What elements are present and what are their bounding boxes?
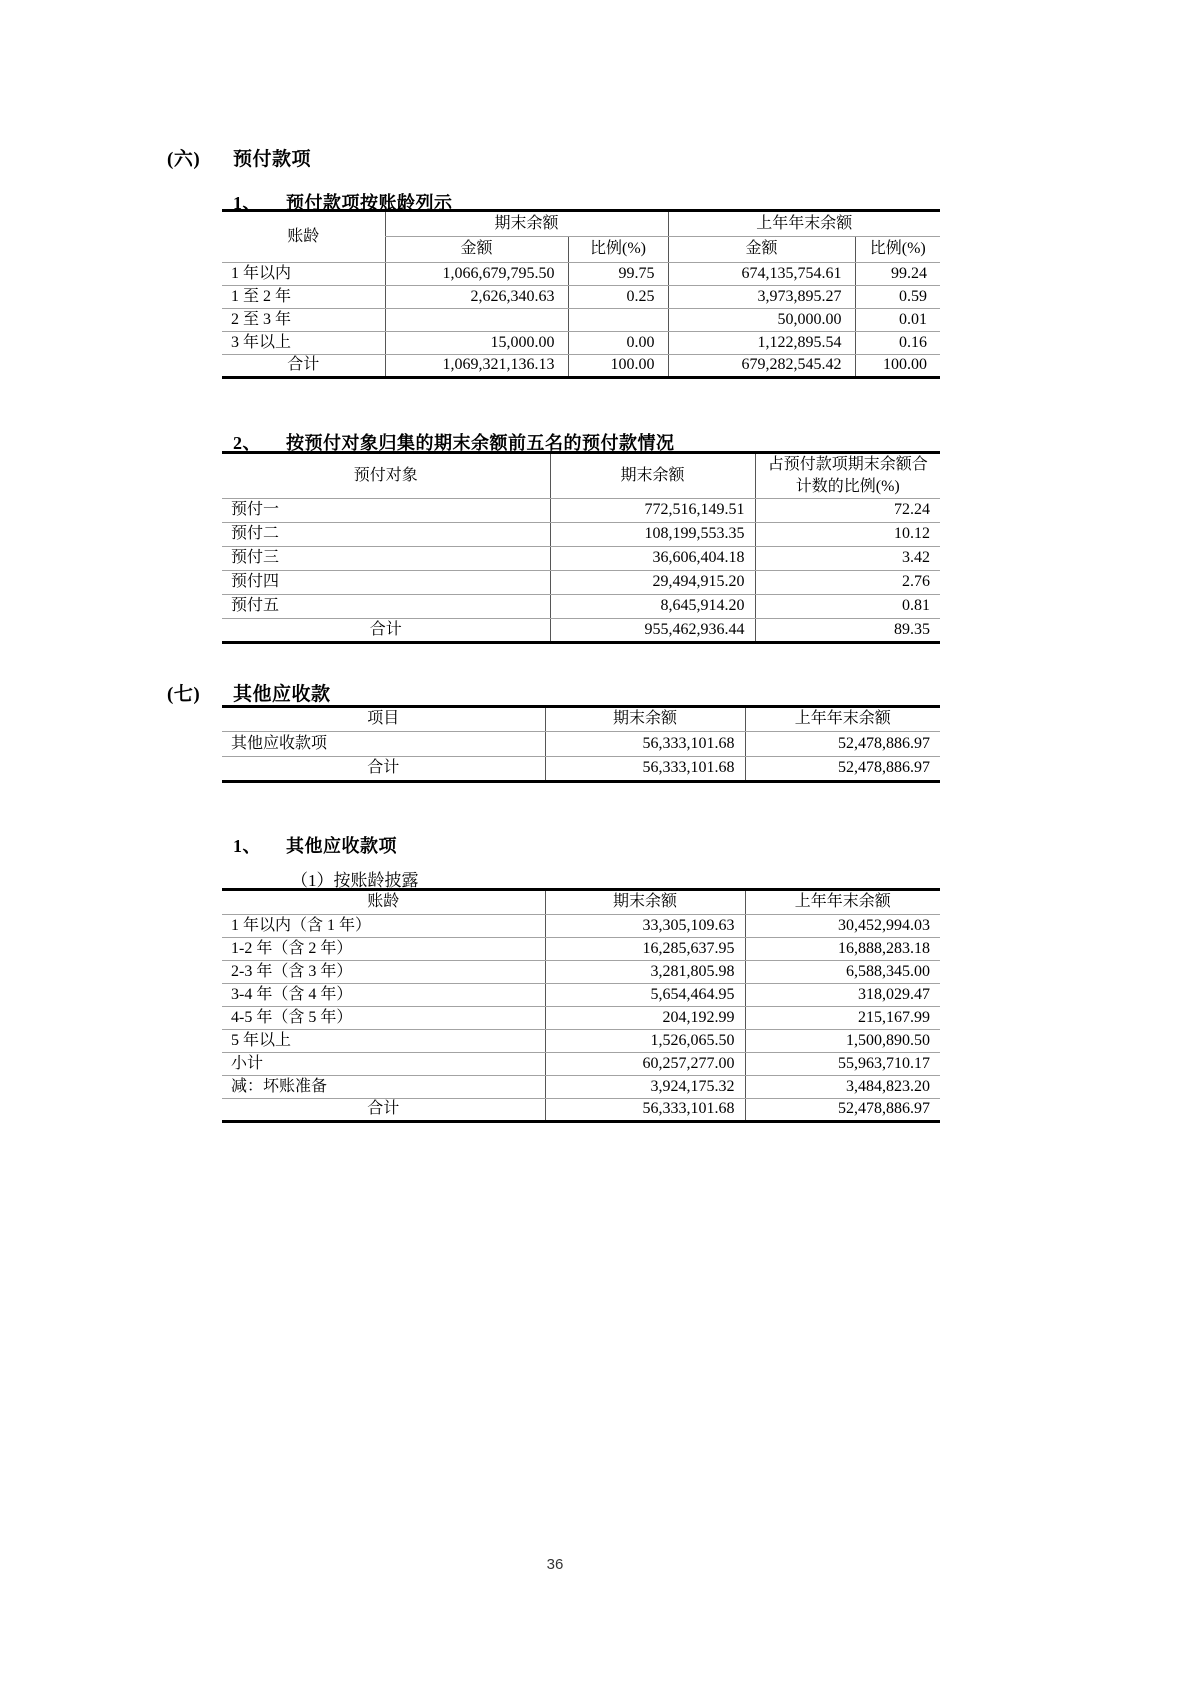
table-row <box>222 263 940 286</box>
header-prior-year-end-balance: 上年年末余额 <box>745 890 940 915</box>
table-header-row <box>222 211 940 237</box>
cell-amount: 772,516,149.51 <box>550 499 755 523</box>
section-6-number: (六) <box>167 149 201 170</box>
other-receivables-aging-table <box>222 888 940 1123</box>
cell-total-label: 合计 <box>367 1100 400 1118</box>
cell-ratio: 89.35 <box>755 619 940 643</box>
cell-ratio <box>568 309 668 332</box>
cell-amount: 3,924,175.32 <box>545 1076 745 1099</box>
subsection-other-receivables-heading <box>233 832 397 858</box>
cell-target-label: 预付五 <box>222 595 550 619</box>
table-row <box>222 938 940 961</box>
table-row <box>222 732 940 757</box>
table-row <box>222 1053 940 1076</box>
table-total-row <box>222 619 940 643</box>
cell-ratio: 100.00 <box>568 355 668 378</box>
top-five-prepayments-table <box>222 451 940 644</box>
cell-amount: 3,484,823.20 <box>745 1076 940 1099</box>
cell-aging-label: 2-3 年（含 3 年） <box>222 961 545 984</box>
prepayments-aging-table <box>222 209 940 379</box>
subsection-2-title: 按预付对象归集的期末余额前五名的预付款情况 <box>286 433 675 453</box>
table-total-row <box>222 757 940 782</box>
cell-amount: 50,000.00 <box>668 309 855 332</box>
cell-amount: 16,888,283.18 <box>745 938 940 961</box>
cell-ratio: 0.16 <box>855 332 940 355</box>
table-row <box>222 1076 940 1099</box>
cell-ratio: 99.75 <box>568 263 668 286</box>
cell-amount: 30,452,994.03 <box>745 915 940 938</box>
cell-ratio: 0.59 <box>855 286 940 309</box>
section-7-heading <box>167 679 331 706</box>
table-row <box>222 915 940 938</box>
cell-aging-label: 3-4 年（含 4 年） <box>222 984 545 1007</box>
header-ratio-line2: 计数的比例(%) <box>795 478 900 495</box>
table-header-row <box>222 707 940 732</box>
header-item: 项目 <box>222 707 545 732</box>
table-header-row <box>222 453 940 499</box>
cell-amount: 8,645,914.20 <box>550 595 755 619</box>
header-amount: 金额 <box>668 237 855 263</box>
cell-amount: 215,167.99 <box>745 1007 940 1030</box>
cell-aging-label: 2 至 3 年 <box>222 309 385 332</box>
cell-ratio: 10.12 <box>755 523 940 547</box>
cell-ratio: 0.00 <box>568 332 668 355</box>
cell-amount: 33,305,109.63 <box>545 915 745 938</box>
cell-aging-label: 1 年以内 <box>222 263 385 286</box>
table-row <box>222 547 940 571</box>
aging-disclosure-heading: （1）按账龄披露 <box>291 871 419 890</box>
cell-amount: 1,122,895.54 <box>668 332 855 355</box>
cell-amount: 5,654,464.95 <box>545 984 745 1007</box>
cell-total-label: 合计 <box>369 620 402 638</box>
subsection-number: 1、 <box>233 836 261 856</box>
cell-amount: 6,588,345.00 <box>745 961 940 984</box>
page-number: 36 <box>546 1556 564 1573</box>
table-row <box>222 309 940 332</box>
cell-amount: 60,257,277.00 <box>545 1053 745 1076</box>
cell-amount: 679,282,545.42 <box>668 355 855 378</box>
cell-amount: 318,029.47 <box>745 984 940 1007</box>
cell-amount: 52,478,886.97 <box>745 757 940 782</box>
header-period-end-balance: 期末余额 <box>545 890 745 915</box>
cell-ratio: 0.25 <box>568 286 668 309</box>
table-row <box>222 571 940 595</box>
cell-amount: 55,963,710.17 <box>745 1053 940 1076</box>
cell-aging-label: 4-5 年（含 5 年） <box>222 1007 545 1030</box>
cell-amount: 56,333,101.68 <box>545 757 745 782</box>
header-period-end-balance: 期末余额 <box>545 707 745 732</box>
header-ratio-line1: 占预付款项期末余额合 <box>767 456 928 473</box>
header-aging: 账龄 <box>222 890 545 915</box>
table-header-row <box>222 890 940 915</box>
cell-amount: 204,192.99 <box>545 1007 745 1030</box>
cell-item-label: 其他应收款项 <box>222 732 545 757</box>
cell-target-label: 预付四 <box>222 571 550 595</box>
header-prior-year-end-balance: 上年年末余额 <box>668 211 940 237</box>
cell-ratio: 72.24 <box>755 499 940 523</box>
subsection-1-number: 1、 <box>233 193 261 213</box>
table-row <box>222 1030 940 1053</box>
cell-amount: 56,333,101.68 <box>545 1099 745 1122</box>
cell-aging-label: 1 至 2 年 <box>222 286 385 309</box>
cell-total-label: 合计 <box>287 356 320 374</box>
header-period-end-balance: 期末余额 <box>550 453 755 499</box>
cell-amount: 674,135,754.61 <box>668 263 855 286</box>
cell-amount: 2,626,340.63 <box>385 286 568 309</box>
header-period-end-balance: 期末余额 <box>385 211 668 237</box>
cell-amount: 36,606,404.18 <box>550 547 755 571</box>
table-total-row <box>222 1099 940 1122</box>
cell-amount: 3,973,895.27 <box>668 286 855 309</box>
cell-subtotal-label: 小计 <box>222 1053 545 1076</box>
table-row <box>222 984 940 1007</box>
table-row <box>222 961 940 984</box>
cell-ratio: 0.01 <box>855 309 940 332</box>
cell-ratio: 100.00 <box>855 355 940 378</box>
table-row <box>222 1007 940 1030</box>
cell-aging-label: 1-2 年（含 2 年） <box>222 938 545 961</box>
cell-amount: 108,199,553.35 <box>550 523 755 547</box>
header-amount: 金额 <box>385 237 568 263</box>
cell-target-label: 预付二 <box>222 523 550 547</box>
table-row <box>222 523 940 547</box>
table-total-row <box>222 355 940 378</box>
cell-amount: 1,500,890.50 <box>745 1030 940 1053</box>
section-7-title: 其他应收款 <box>233 684 331 705</box>
subsection-1-title: 预付款项按账龄列示 <box>286 193 453 213</box>
header-ratio: 比例(%) <box>855 237 940 263</box>
cell-amount: 1,066,679,795.50 <box>385 263 568 286</box>
table-row <box>222 499 940 523</box>
cell-ratio: 2.76 <box>755 571 940 595</box>
cell-target-label: 预付一 <box>222 499 550 523</box>
table-row <box>222 595 940 619</box>
cell-amount: 1,526,065.50 <box>545 1030 745 1053</box>
section-6-heading <box>167 144 311 171</box>
cell-total-label: 合计 <box>367 759 400 777</box>
subsection-2-number: 2、 <box>233 433 261 453</box>
cell-amount: 52,478,886.97 <box>745 732 940 757</box>
subsection-title: 其他应收款项 <box>286 836 397 856</box>
cell-bad-debt-label: 减：坏账准备 <box>222 1076 545 1099</box>
header-ratio: 比例(%) <box>568 237 668 263</box>
cell-aging-label: 1 年以内（含 1 年） <box>222 915 545 938</box>
cell-ratio: 0.81 <box>755 595 940 619</box>
header-aging: 账龄 <box>222 211 385 263</box>
cell-ratio: 3.42 <box>755 547 940 571</box>
table-row <box>222 332 940 355</box>
cell-aging-label: 5 年以上 <box>222 1030 545 1053</box>
other-receivables-summary-table <box>222 705 940 783</box>
cell-amount: 15,000.00 <box>385 332 568 355</box>
cell-amount: 56,333,101.68 <box>545 732 745 757</box>
header-prior-year-end-balance: 上年年末余额 <box>745 707 940 732</box>
header-prepayment-target: 预付对象 <box>222 453 550 499</box>
cell-ratio: 99.24 <box>855 263 940 286</box>
cell-amount: 29,494,915.20 <box>550 571 755 595</box>
cell-target-label: 预付三 <box>222 547 550 571</box>
cell-amount: 16,285,637.95 <box>545 938 745 961</box>
header-ratio-of-total <box>755 453 940 499</box>
cell-aging-label: 3 年以上 <box>222 332 385 355</box>
section-7-number: (七) <box>167 684 201 705</box>
cell-amount: 1,069,321,136.13 <box>385 355 568 378</box>
cell-amount: 955,462,936.44 <box>550 619 755 643</box>
cell-amount <box>385 309 568 332</box>
section-6-title: 预付款项 <box>233 149 312 170</box>
cell-amount: 52,478,886.97 <box>745 1099 940 1122</box>
table-row <box>222 286 940 309</box>
cell-amount: 3,281,805.98 <box>545 961 745 984</box>
